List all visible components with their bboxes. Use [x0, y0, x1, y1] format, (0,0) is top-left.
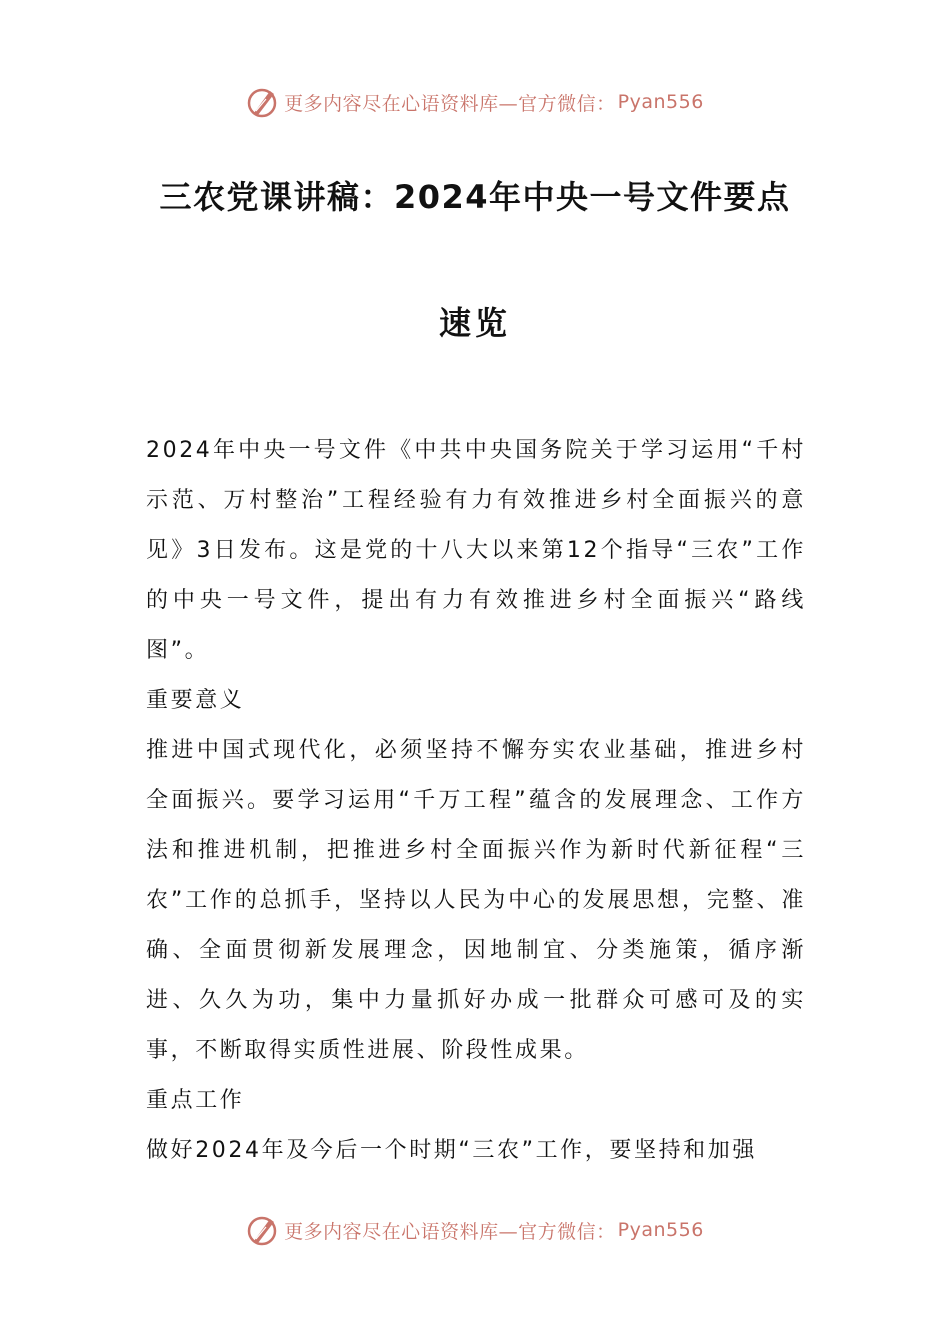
section-heading-significance: 重要意义 [146, 688, 245, 713]
quill-logo-icon [246, 85, 280, 119]
header-wechat-id: Pyan556 [617, 91, 704, 113]
header-banner-text: 更多内容尽在心语资料库—官方微信： [284, 92, 616, 115]
document-title-line1: 三农党课讲稿：2024年中央一号文件要点 [159, 178, 791, 216]
intro-paragraph: 2024年中央一号文件《中共中央国务院关于学习运用“千村示范、万村整治”工程经验有力有效推进乡村全面振兴的意见》3日发布。这是党的十八大以来第12个指导“三农”工作的中央一号文件，提出有力有效推进乡村全面振兴“路线图”。 [146, 438, 806, 663]
document-title-line2: 速览 [438, 304, 511, 342]
document-body [146, 426, 806, 1176]
footer-wechat-id: Pyan556 [617, 1219, 704, 1241]
footer-banner-text: 更多内容尽在心语资料库—官方微信： [284, 1220, 616, 1243]
header-banner [0, 82, 950, 122]
footer-banner [0, 1210, 950, 1250]
significance-paragraph: 推进中国式现代化，必须坚持不懈夯实农业基础，推进乡村全面振兴。要学习运用“千万工程”蕴含的发展理念、工作方法和推进机制，把推进乡村全面振兴作为新时代新征程“三农”工作的总抓手，坚持以人民为中心的发展思想，完整、准确、全面贯彻新发展理念，因地制宜、分类施策，循序渐进、久久为功，集中力量抓好办成一批群众可感可及的实事，不断取得实质性进展、阶段性成果。 [146, 738, 806, 1063]
quill-logo-icon [246, 1213, 280, 1247]
key-work-paragraph: 做好2024年及今后一个时期“三农”工作，要坚持和加强 [146, 1138, 757, 1163]
section-heading-key-work: 重点工作 [146, 1088, 245, 1113]
